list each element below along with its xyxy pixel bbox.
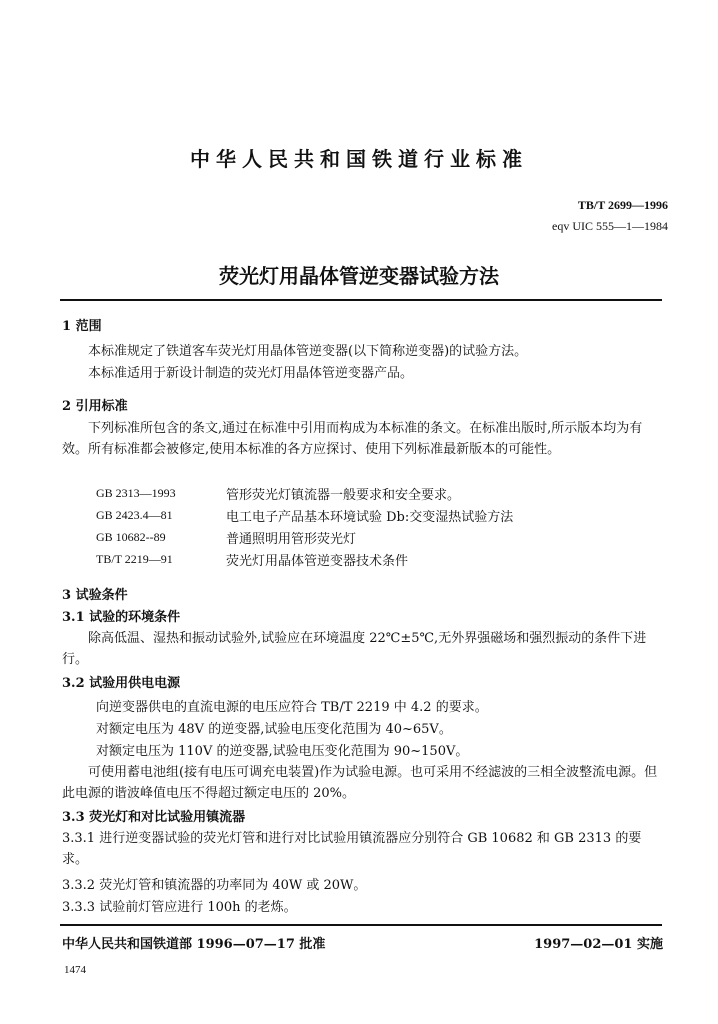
- section-3-2-para-3: 对额定电压为 110V 的逆变器,试验电压变化范围为 90~150V。: [96, 744, 469, 759]
- approval-line: 中华人民共和国铁道部 1996—07—17 批准: [62, 937, 326, 952]
- section-3-1-para-1: 除高低温、湿热和振动试验外,试验应在环境温度 22℃±5℃,无外界强磁场和强烈振动的条件下进行。: [62, 631, 647, 667]
- section-3-3-2: 3.3.2 荧光灯管和镇流器的功率同为 40W 或 20W。: [62, 878, 367, 893]
- ref-code: GB 2313—1993: [96, 486, 176, 500]
- section-1-heading: 1 范围: [62, 319, 102, 334]
- section-1-para-1: 本标准规定了铁道客车荧光灯用晶体管逆变器(以下简称逆变器)的试验方法。: [88, 344, 528, 359]
- ref-title: 管形荧光灯镇流器一般要求和安全要求。: [226, 488, 461, 503]
- implementation-line: 1997—02—01 实施: [534, 937, 663, 952]
- section-3-3-heading: 3.3 荧光灯和对比试验用镇流器: [62, 810, 246, 825]
- section-1-para-2: 本标准适用于新设计制造的荧光灯用晶体管逆变器产品。: [88, 366, 414, 381]
- ref-title: 普通照明用管形荧光灯: [226, 532, 357, 547]
- ref-title: 电工电子产品基本环境试验 Db:交变湿热试验方法: [226, 510, 514, 525]
- section-3-2-para-2: 对额定电压为 48V 的逆变器,试验电压变化范围为 40~65V。: [96, 722, 452, 737]
- standard-number: TB/T 2699—1996: [577, 198, 668, 212]
- ref-code: GB 2423.4—81: [96, 508, 173, 522]
- section-3-heading: 3 试验条件: [62, 588, 128, 603]
- ref-title: 荧光灯用晶体管逆变器技术条件: [226, 554, 409, 569]
- org-title: 中华人民共和国铁道行业标准: [190, 147, 528, 171]
- section-3-1-heading: 3.1 试验的环境条件: [62, 610, 181, 625]
- section-3-2-para-4: 可使用蓄电池组(接有电压可调充电装置)作为试验电源。也可采用不经滤波的三相全波整流电源。但此电源的谐波峰值电压不得超过额定电压的 20%。: [62, 765, 658, 801]
- section-3-2-heading: 3.2 试验用供电电源: [62, 676, 181, 691]
- section-3-3-3: 3.3.3 试验前灯管应进行 100h 的老炼。: [62, 900, 297, 915]
- title-divider: [60, 299, 662, 301]
- document-title: 荧光灯用晶体管逆变器试验方法: [219, 264, 499, 288]
- ref-code: TB/T 2219—91: [96, 552, 173, 566]
- section-2-heading: 2 引用标准: [62, 399, 128, 414]
- standard-equivalence: eqv UIC 555—1—1984: [552, 219, 668, 233]
- footer-divider: [60, 924, 662, 926]
- section-3-2-para-1: 向逆变器供电的直流电源的电压应符合 TB/T 2219 中 4.2 的要求。: [96, 700, 488, 715]
- page-number: 1474: [64, 964, 86, 976]
- section-2-para-1: 下列标准所包含的条文,通过在标准中引用而构成为本标准的条文。在标准出版时,所示版本均为有效。所有标准都会被修定,使用本标准的各方应探讨、使用下列标准最新版本的可能性。: [62, 421, 643, 457]
- ref-code: GB 10682--89: [96, 530, 166, 544]
- section-3-3-1: 3.3.1 进行逆变器试验的荧光灯管和进行对比试验用镇流器应分别符合 GB 10682 和 GB 2313 的要求。: [62, 831, 642, 867]
